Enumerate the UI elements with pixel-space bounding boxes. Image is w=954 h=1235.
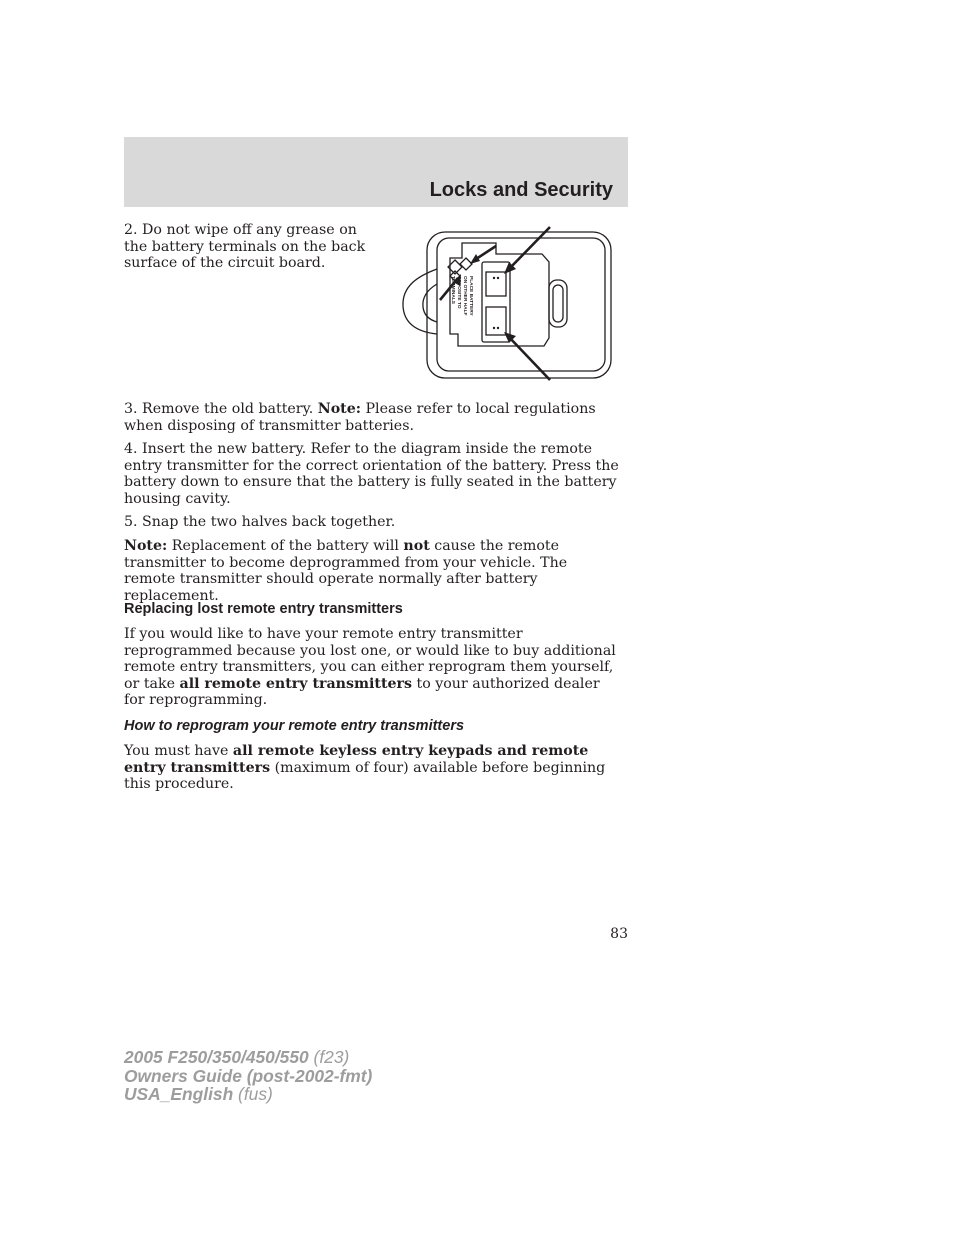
replacing-paragraph: If you would like to have your remote entry transmitter reprogrammed because you lost one, or would like to buy additional remote entry transmitters, you can either reprogram them yourself, or take all remote entry transmitters to your authorized dealer for reprogramming.: [124, 626, 616, 709]
step-2: 2. Do not wipe off any grease on the battery terminals on the back surface of the circuit board.: [124, 222, 366, 272]
document-footer: 2005 F250/350/450/550 (f23) Owners Guide (post-2002-fmt) USA_English (fus): [124, 1047, 373, 1104]
diagram-label-line-1: PLACE BATTERY: [468, 276, 473, 316]
key-ring-hole: [423, 284, 437, 322]
section-title: Locks and Security: [429, 179, 613, 201]
diagram-label-line-4: TERMINALS: [450, 276, 455, 304]
battery-terminal-lower: [486, 307, 506, 335]
arrow-lower-right: [508, 336, 550, 380]
page-number: 83: [610, 926, 628, 942]
contact-diamond-2: [460, 258, 472, 270]
key-ring-loop: [403, 269, 437, 334]
heading-how-to-reprogram: How to reprogram your remote entry transmitters: [124, 718, 465, 734]
step-5: 5. Snap the two halves back together.: [124, 514, 396, 530]
header-band: [124, 137, 628, 207]
reprogram-paragraph: You must have all remote keyless entry keypads and remote entry transmitters (maximum of four) available before beginning this procedure.: [124, 743, 606, 793]
step-4: 4. Insert the new battery. Refer to the diagram inside the remote entry transmitter for the correct orientation of the battery. Press the battery down to ensure that the battery is fully seated in the battery housing cavity.: [124, 441, 619, 507]
battery-note: Note: Replacement of the battery will not cause the remote transmitter to become deprogrammed from your vehicle. The remote transmitter should operate normally after battery replacement.: [124, 538, 568, 604]
button-slot: [549, 280, 567, 327]
arrow-upper-right: [508, 227, 550, 270]
diagram-label-line-2: ON OTHER HALF: [462, 276, 467, 316]
step-3: 3. Remove the old battery. Note: Please refer to local regulations when disposing of transmitter batteries.: [124, 401, 596, 434]
heading-replacing-lost-transmitters: Replacing lost remote entry transmitters: [124, 601, 403, 617]
diagram-label-line-3: OPPOSITE TO: [456, 276, 461, 309]
remote-transmitter-diagram: [400, 224, 614, 384]
battery-terminal-upper: [486, 272, 506, 296]
